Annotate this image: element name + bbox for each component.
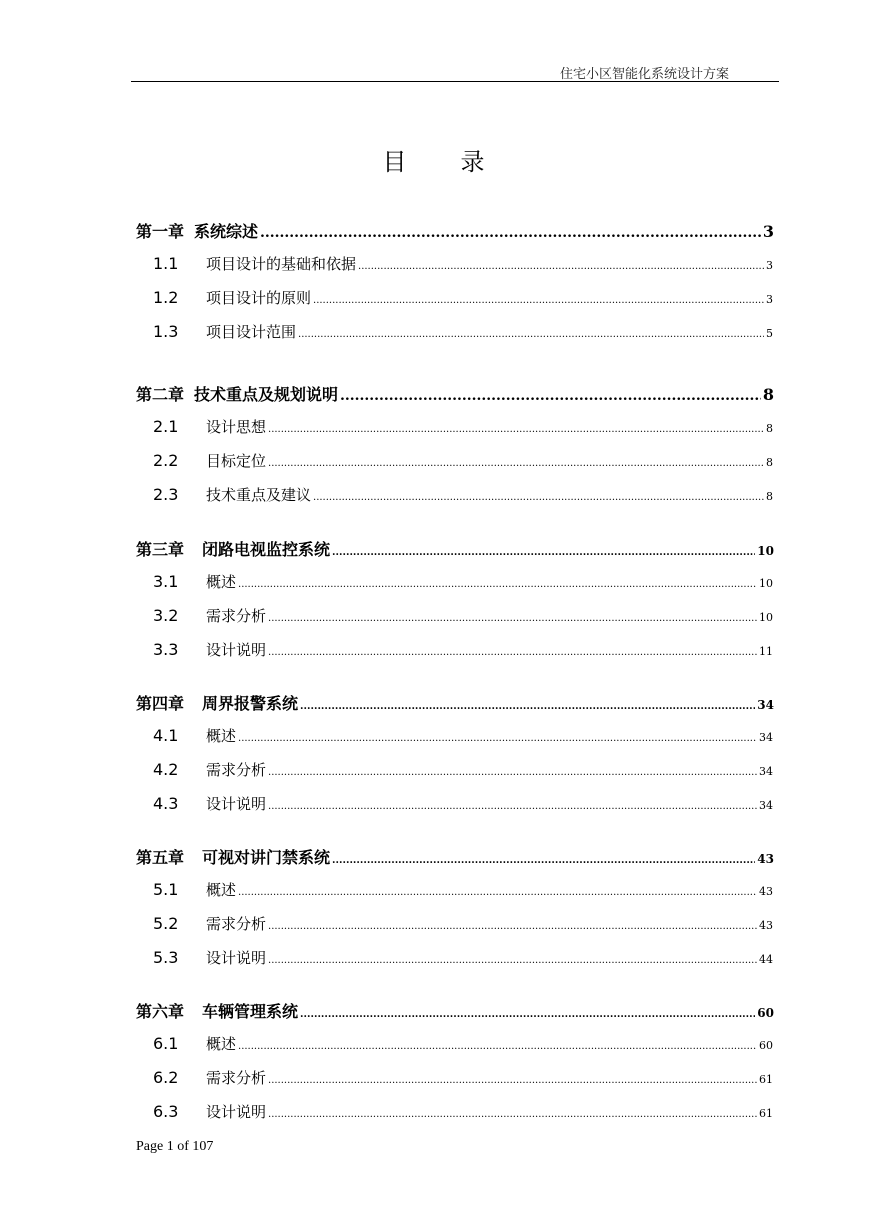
section-page-number: 34 — [759, 765, 773, 778]
toc-section-entry[interactable] — [153, 913, 773, 934]
toc-section-entry[interactable] — [153, 416, 773, 437]
section-page-number: 61 — [759, 1073, 773, 1086]
section-number: 6.1 — [153, 1034, 179, 1053]
section-number: 4.2 — [153, 760, 179, 779]
section-page-number: 10 — [759, 611, 773, 624]
section-title: 概述 — [206, 1035, 237, 1053]
chapter-label: 第六章 — [136, 1002, 185, 1021]
dot-leader — [340, 388, 761, 404]
section-page-number: 61 — [759, 1107, 773, 1120]
section-page-number: 5 — [766, 327, 773, 340]
section-number: 5.3 — [153, 948, 179, 967]
toc-section-entry[interactable] — [153, 605, 773, 626]
section-number: 1.2 — [153, 288, 179, 307]
chapter-page-number: 60 — [757, 1006, 774, 1020]
toc-title: 目 录 — [382, 148, 487, 176]
section-number: 3.3 — [153, 640, 179, 659]
dot-leader — [238, 579, 757, 590]
section-title: 设计说明 — [206, 641, 267, 659]
chapter-title: 可视对讲门禁系统 — [202, 848, 331, 867]
toc-section-entry[interactable] — [153, 450, 773, 471]
section-title: 设计说明 — [206, 949, 267, 967]
toc-chapter-entry[interactable] — [136, 219, 774, 242]
section-number: 1.3 — [153, 322, 179, 341]
page-footer: Page 1 of 107 — [136, 1139, 214, 1154]
dot-leader — [268, 767, 757, 778]
toc-chapter-entry[interactable] — [136, 382, 774, 405]
section-number: 4.1 — [153, 726, 179, 745]
section-page-number: 3 — [766, 259, 773, 272]
section-page-number: 43 — [759, 885, 773, 898]
section-title: 设计说明 — [206, 795, 267, 813]
section-number: 2.2 — [153, 451, 179, 470]
section-number: 6.2 — [153, 1068, 179, 1087]
section-number: 5.1 — [153, 880, 179, 899]
section-page-number: 34 — [759, 731, 773, 744]
chapter-title: 系统综述 — [194, 222, 259, 241]
section-number: 2.3 — [153, 485, 179, 504]
section-title: 项目设计的基础和依据 — [206, 255, 357, 273]
section-title: 概述 — [206, 727, 237, 745]
dot-leader — [268, 458, 764, 469]
dot-leader — [238, 1041, 757, 1052]
dot-leader — [268, 955, 757, 966]
toc-section-entry[interactable] — [153, 1101, 773, 1122]
dot-leader — [332, 855, 755, 866]
section-page-number: 60 — [759, 1039, 773, 1052]
section-title: 概述 — [206, 573, 237, 591]
toc-section-entry[interactable] — [153, 759, 773, 780]
toc-section-entry[interactable] — [153, 321, 773, 342]
toc-chapter-entry[interactable] — [136, 845, 774, 868]
section-page-number: 43 — [759, 919, 773, 932]
toc-section-entry[interactable] — [153, 571, 773, 592]
chapter-title: 车辆管理系统 — [202, 1002, 299, 1021]
chapter-page-number: 3 — [762, 222, 774, 241]
section-title: 目标定位 — [206, 452, 267, 470]
dot-leader — [268, 1075, 757, 1086]
dot-leader — [313, 295, 764, 306]
section-title: 项目设计的原则 — [206, 289, 312, 307]
section-title: 需求分析 — [206, 915, 267, 933]
dot-leader — [358, 261, 764, 272]
toc-section-entry[interactable] — [153, 1067, 773, 1088]
toc-section-entry[interactable] — [153, 253, 773, 274]
dot-leader — [238, 733, 757, 744]
dot-leader — [238, 887, 757, 898]
dot-leader — [260, 225, 761, 241]
chapter-label: 第五章 — [136, 848, 185, 867]
section-number: 2.1 — [153, 417, 179, 436]
section-page-number: 10 — [759, 577, 773, 590]
section-title: 设计思想 — [206, 418, 267, 436]
dot-leader — [268, 647, 757, 658]
dot-leader — [268, 1109, 757, 1120]
section-page-number: 44 — [759, 953, 773, 966]
chapter-label: 第三章 — [136, 540, 185, 559]
toc-section-entry[interactable] — [153, 879, 773, 900]
section-title: 需求分析 — [206, 1069, 267, 1087]
section-title: 概述 — [206, 881, 237, 899]
section-page-number: 8 — [766, 490, 773, 503]
section-page-number: 11 — [759, 645, 773, 658]
chapter-page-number: 8 — [762, 385, 774, 404]
dot-leader — [268, 801, 757, 812]
section-number: 4.3 — [153, 794, 179, 813]
section-title: 技术重点及建议 — [206, 486, 312, 504]
dot-leader — [268, 613, 757, 624]
toc-section-entry[interactable] — [153, 287, 773, 308]
dot-leader — [332, 547, 755, 558]
toc-chapter-entry[interactable] — [136, 537, 774, 560]
dot-leader — [300, 701, 755, 712]
toc-section-entry[interactable] — [153, 793, 773, 814]
section-number: 3.2 — [153, 606, 179, 625]
section-page-number: 34 — [759, 799, 773, 812]
toc-section-entry[interactable] — [153, 947, 773, 968]
chapter-title: 技术重点及规划说明 — [194, 385, 339, 404]
section-title: 项目设计范围 — [206, 323, 297, 341]
section-title: 需求分析 — [206, 607, 267, 625]
section-page-number: 8 — [766, 422, 773, 435]
section-title: 设计说明 — [206, 1103, 267, 1121]
section-number: 3.1 — [153, 572, 179, 591]
toc-section-entry[interactable] — [153, 1033, 773, 1054]
toc-chapter-entry[interactable] — [136, 691, 774, 714]
chapter-title: 周界报警系统 — [202, 694, 299, 713]
chapter-label: 第二章 — [136, 385, 185, 404]
dot-leader — [268, 424, 764, 435]
dot-leader — [268, 921, 757, 932]
chapter-label: 第一章 — [136, 222, 185, 241]
section-number: 5.2 — [153, 914, 179, 933]
running-header: 住宅小区智能化系统设计方案 — [559, 67, 729, 82]
dot-leader — [300, 1009, 755, 1020]
chapter-page-number: 10 — [757, 544, 774, 558]
chapter-label: 第四章 — [136, 694, 185, 713]
section-page-number: 3 — [766, 293, 773, 306]
section-number: 6.3 — [153, 1102, 179, 1121]
toc-section-entry[interactable] — [153, 484, 773, 505]
chapter-page-number: 43 — [757, 852, 774, 866]
toc-section-entry[interactable] — [153, 725, 773, 746]
dot-leader — [313, 492, 764, 503]
section-title: 需求分析 — [206, 761, 267, 779]
section-number: 1.1 — [153, 254, 179, 273]
section-page-number: 8 — [766, 456, 773, 469]
header-rule — [131, 81, 779, 82]
toc-section-entry[interactable] — [153, 639, 773, 660]
dot-leader — [298, 329, 764, 340]
chapter-title: 闭路电视监控系统 — [202, 540, 331, 559]
toc-chapter-entry[interactable] — [136, 999, 774, 1022]
chapter-page-number: 34 — [757, 698, 774, 712]
